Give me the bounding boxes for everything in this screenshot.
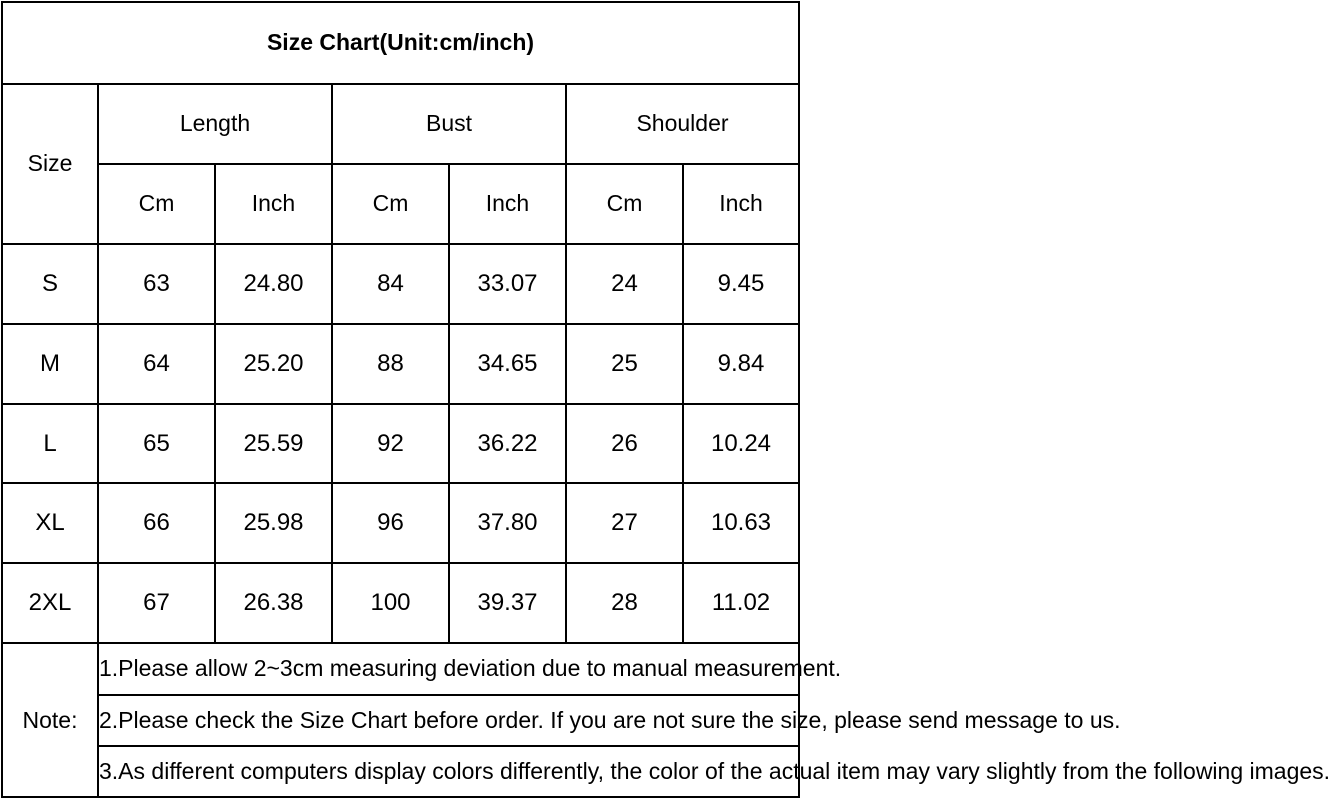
unit-header: Inch (215, 164, 332, 244)
value-cell: 10.63 (683, 483, 799, 563)
chart-title: Size Chart(Unit:cm/inch) (2, 2, 799, 84)
value-cell: 39.37 (449, 563, 566, 643)
group-header-length: Length (98, 84, 332, 164)
size-cell: M (2, 324, 98, 404)
unit-header: Cm (566, 164, 683, 244)
unit-header: Cm (98, 164, 215, 244)
value-cell: 26.38 (215, 563, 332, 643)
value-cell: 9.84 (683, 324, 799, 404)
value-cell: 33.07 (449, 244, 566, 324)
table-row (2, 563, 799, 643)
value-cell: 26 (566, 404, 683, 484)
size-cell: 2XL (2, 563, 98, 643)
value-cell: 65 (98, 404, 215, 484)
value-cell: 63 (98, 244, 215, 324)
value-cell: 10.24 (683, 404, 799, 484)
value-cell: 96 (332, 483, 449, 563)
table-row (2, 483, 799, 563)
table-row (2, 324, 799, 404)
group-header-shoulder: Shoulder (566, 84, 799, 164)
group-header-bust: Bust (332, 84, 566, 164)
value-cell: 84 (332, 244, 449, 324)
value-cell: 25.98 (215, 483, 332, 563)
value-cell: 28 (566, 563, 683, 643)
value-cell: 25.59 (215, 404, 332, 484)
value-cell: 92 (332, 404, 449, 484)
value-cell: 9.45 (683, 244, 799, 324)
value-cell: 25 (566, 324, 683, 404)
note-line-2: 2.Please check the Size Chart before order. If you are not sure the size, please send message to us. (98, 695, 799, 746)
table-row (2, 244, 799, 324)
unit-header: Inch (683, 164, 799, 244)
value-cell: 100 (332, 563, 449, 643)
value-cell: 66 (98, 483, 215, 563)
value-cell: 24 (566, 244, 683, 324)
size-table (1, 1, 1330, 798)
value-cell: 88 (332, 324, 449, 404)
unit-header: Cm (332, 164, 449, 244)
value-cell: 36.22 (449, 404, 566, 484)
value-cell: 37.80 (449, 483, 566, 563)
note-line-3: 3.As different computers display colors differently, the color of the actual item may vary slightly from the following images. (98, 746, 799, 797)
value-cell: 24.80 (215, 244, 332, 324)
size-cell: XL (2, 483, 98, 563)
value-cell: 27 (566, 483, 683, 563)
unit-header: Inch (449, 164, 566, 244)
note-line-1: 1.Please allow 2~3cm measuring deviation due to manual measurement. (98, 643, 799, 694)
value-cell: 64 (98, 324, 215, 404)
table-row (2, 404, 799, 484)
value-cell: 34.65 (449, 324, 566, 404)
value-cell: 25.20 (215, 324, 332, 404)
size-cell: L (2, 404, 98, 484)
size-column-header: Size (2, 84, 98, 244)
note-label: Note: (2, 643, 98, 797)
value-cell: 11.02 (683, 563, 799, 643)
value-cell: 67 (98, 563, 215, 643)
size-cell: S (2, 244, 98, 324)
